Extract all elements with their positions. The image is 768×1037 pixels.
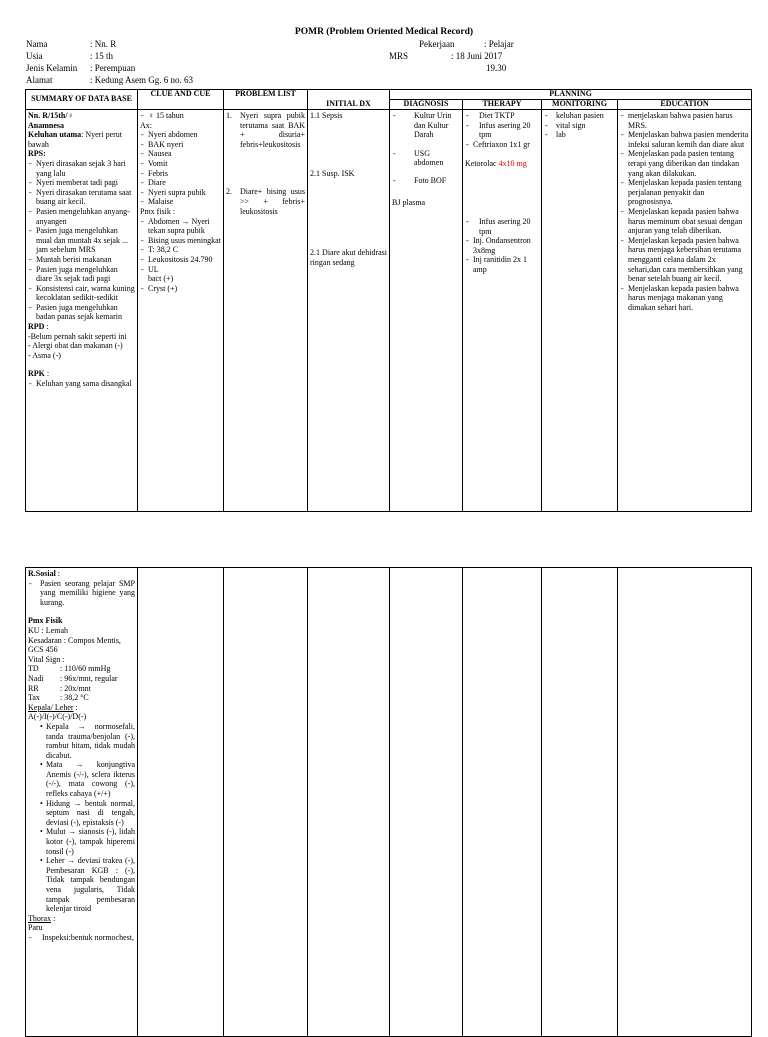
rps-heading: RPS: (28, 149, 46, 159)
header-clue: CLUE AND CUE (138, 90, 224, 110)
list-item: - Ceftriaxon 1x1 gr (465, 140, 539, 150)
list-item: - T: 38,2 C (140, 245, 221, 255)
list-item: - Pasien juga mengeluhkan diare 3x sejak tadi pagi (28, 265, 135, 284)
therapy-cell (463, 110, 542, 512)
pmx-list (140, 217, 221, 275)
list-item: - Nyeri abdomen (140, 130, 221, 140)
empty-cell (308, 568, 390, 1037)
list-item: - USG abdomen (392, 149, 460, 168)
list-item: - Infus asering 20 tpm (465, 121, 539, 140)
diagnosis-cell (390, 110, 463, 512)
list-item: - Inj ranitidin 2x 1 amp (465, 255, 539, 274)
initial-dx-cell (308, 110, 390, 512)
list-item: - Vomit (140, 159, 221, 169)
header-diagnosis: DIAGNOSIS (390, 100, 463, 110)
label-nama: Nama (26, 39, 48, 49)
exam-list (28, 722, 135, 914)
monitoring-cell (542, 110, 618, 512)
list-item: - Nausea (140, 149, 221, 159)
patient-id-line: Nn. R/15th/♀ (28, 111, 74, 120)
list-item: - lab (544, 130, 615, 140)
list-item: - Inj. Ondansentron 3x8mg (465, 236, 539, 255)
list-item: - Leukositosis 24.790 (140, 255, 221, 265)
label-pekerjaan: Pekerjaan (419, 39, 455, 49)
list-item: - Pasien seorang pelajar SMP yang memiliki higiene yang kurang. (28, 579, 135, 608)
initial-dx-item: 2.1 Susp. ISK (310, 168, 355, 178)
rps-list (28, 159, 135, 322)
empty-cell (390, 568, 463, 1037)
header-initial-dx: INITIAL DX (308, 90, 390, 110)
list-item: - Abdomen → Nyeri tekan supra pubik (140, 217, 221, 236)
list-item: - Infus asering 20 tpm (465, 217, 539, 236)
vital-sign-heading: Vital Sign : (28, 654, 65, 664)
initial-dx-item: 1.1 Sepsis (310, 111, 343, 120)
rpd-line: -Belum pernah sakit seperti ini (28, 331, 127, 341)
list-item: • Mata → konjungtiva Anemis (-/-), sclera ikterus (-/-), mata cowong (-), refleks cahaya (+/+) (40, 760, 135, 798)
vital-row: TD : 110/60 mmHg (28, 664, 111, 674)
list-item: - BAK nyeri (140, 140, 221, 150)
empty-cell (542, 568, 618, 1037)
header-monitoring: MONITORING (542, 100, 618, 110)
rpk-heading: RPK : (28, 369, 50, 379)
rpk-list (28, 379, 135, 389)
ax-list (140, 130, 221, 207)
education-cell (618, 110, 752, 512)
header-planning: PLANNING (390, 90, 752, 100)
list-item: - Bising usus meningkat (140, 236, 221, 246)
clue-cell (138, 110, 224, 512)
empty-cell (224, 568, 308, 1037)
list-item: - Malaise (140, 197, 221, 207)
list-item: - Cryst (+) (140, 284, 221, 294)
pomr-table-page1 (25, 89, 752, 512)
list-item: • Kepala → normosefali, tanda trauma/benjolan (-), rambut hitam, tidak mudah dicabut. (40, 722, 135, 760)
list-item: - UL (140, 265, 221, 275)
value-jenis-kelamin: : Perempuan (90, 63, 136, 73)
list-item: - Menjelaskan kepada pasien tentang perjalanan penyakit dan prognosisnya. (620, 178, 749, 207)
initial-dx-item: 2.1 Diare akut dehidrasi ringan sedang (310, 248, 387, 267)
female-icon: ♀ (67, 111, 74, 120)
value-pekerjaan: : Pelajar (484, 39, 514, 49)
list-item: - vital sign (544, 121, 615, 131)
anamnesa-heading: Anamnesa (28, 120, 65, 130)
value-usia: : 15 th (90, 51, 114, 61)
list-item: - ♀ 15 tahun (140, 111, 221, 121)
rsosial-heading: R.Sosial : (28, 569, 61, 578)
vital-row: RR : 20x/mnt (28, 683, 91, 693)
list-item: - menjelaskan bahwa pasien harus MRS. (620, 111, 749, 130)
problem-list-cell (224, 110, 308, 512)
list-item: - Diet TKTP (465, 111, 539, 121)
pomr-table-page2 (25, 567, 752, 1037)
ketorolac: Ketorolac 4x10 mg (465, 159, 527, 169)
vital-row: Tax : 38,2 °C (28, 693, 89, 703)
list-item: • Hidung → bentuk normal, septum nasi di tengah, deviasi (-), epistaksis (-) (40, 799, 135, 828)
label-alamat: Alamat (26, 75, 53, 85)
list-item: - Diare (140, 178, 221, 188)
problem-item: 2. Diare+ bising usus >> + febris+ leukositosis (226, 187, 305, 216)
rpd-heading: RPD : (28, 322, 49, 332)
rpd-line: - Alergi obat dan makanan (-) (28, 341, 123, 351)
list-item: - keluhan pasien (544, 111, 615, 121)
pmx-fisik-heading: Pmx Fisik (28, 616, 63, 626)
list-item: - Foto BOF (392, 176, 460, 186)
header-problem-list: PROBLEM LIST (224, 90, 308, 110)
label-mrs: MRS (389, 51, 409, 61)
rpd-line: - Asma (-) (28, 350, 61, 360)
aicd: A(-)/I(-)/C(-)/D(-) (28, 712, 87, 722)
value-mrs: : 18 Juni 2017 (451, 51, 503, 61)
empty-cell (618, 568, 752, 1037)
ku: KU : Lemah (28, 625, 68, 635)
header-education: EDUCATION (618, 100, 752, 110)
list-item: - Nyeri supra pubik (140, 188, 221, 198)
list-item: • Mulut → sianosis (-), lidah kotor (-), tampak hiperemi tonsil (-) (40, 827, 135, 856)
kesadaran: Kesadaran : Compos Mentis, GCS 456 (28, 635, 121, 655)
vital-row: Nadi : 96x/mnt, regular (28, 673, 118, 683)
value-mrs-time: 19.30 (486, 63, 507, 73)
bj-plasma: BJ plasma (392, 197, 426, 207)
list-item: - Pasien juga mengeluhkan badan panas sejak kemarin (28, 303, 135, 322)
header-summary: SUMMARY OF DATA BASE (26, 90, 138, 110)
list-item: - Inspeksi:bentuk normochest, (28, 933, 135, 943)
list-item: - Pasien juga mengeluhkan mual dan muntah 4x sejak ... jam sebelum MRS (28, 226, 135, 255)
list-item: - Menjelaskan kepada pasien bahwa harus meminum obat sesuai dengan anjuran yang telah diberikan. (620, 207, 749, 236)
list-item: - Menjelaskan kepada pasien bahwa harus menjaga makanan yang dimakan sehari hari. (620, 284, 749, 313)
list-item: - Nyeri dirasakan sejak 3 hari yang lalu (28, 159, 135, 178)
list-item: - Menjelaskan bahwa pasien menderita infeksi saluran kemih dan diare akut (620, 130, 749, 149)
list-item: • Leher → deviasi trakea (-), Pembesaran KGB : (-), Tidak tampak bendungan vena jugularis, Tidak tampak pembesaran kelenjar tiroid (40, 856, 135, 914)
header-therapy: THERAPY (463, 100, 542, 110)
list-item: - Menjelaskan kepada pasien bahwa harus menjaga kebersihan terutama mengganti celana dalam 2x sehari,dan cara membersihkan yang benar setelah buang air kecil. (620, 236, 749, 284)
ax-heading: Ax: (140, 120, 152, 130)
ul-sub-item: bact (+) (148, 274, 174, 284)
list-item: - Pasien mengeluhkan anyang-anyangen (28, 207, 135, 226)
paru-heading: Paru (28, 923, 43, 933)
label-usia: Usia (26, 51, 43, 61)
label-jenis-kelamin: Jenis Kelamin (26, 63, 78, 73)
summary-cell (26, 110, 138, 512)
problem-item: 1. Nyeri supra pubik terutama saat BAK + disuria+ febris+leukositosis (226, 111, 305, 149)
list-item: - Keluhan yang sama disangkal (28, 379, 135, 389)
empty-cell (138, 568, 224, 1037)
thorax-heading: Thorax : (28, 913, 56, 923)
list-item: - Kultur Urin dan Kultur Darah (392, 111, 460, 140)
keluhan-utama: Keluhan utama: Nyeri perut bawah (28, 130, 122, 149)
kepala-leher-heading: Kepala/ Leher : (28, 702, 78, 712)
value-alamat: : Kedung Asem Gg. 6 no. 63 (90, 75, 193, 85)
list-item: - Nyeri memberat tadi pagi (28, 178, 135, 188)
list-item: - Muntah berisi makanan (28, 255, 135, 265)
pmx-heading: Pmx fisik : (140, 206, 176, 216)
empty-cell (463, 568, 542, 1037)
summary-cell-page2 (26, 568, 138, 1037)
value-nama: : Nn. R (90, 39, 117, 49)
list-item: - Nyeri dirasakan terutama saat buang air kecil. (28, 188, 135, 207)
list-item: - Febris (140, 169, 221, 179)
list-item: - Konsistensi cair, warna kuning kecoklatan sedikit-sedikit (28, 284, 135, 303)
document-title: POMR (Problem Oriented Medical Record) (294, 27, 474, 37)
list-item: - Menjelaskan pada pasien tentang terapi yang diberikan dan tindakan yang akan dilakukan. (620, 149, 749, 178)
